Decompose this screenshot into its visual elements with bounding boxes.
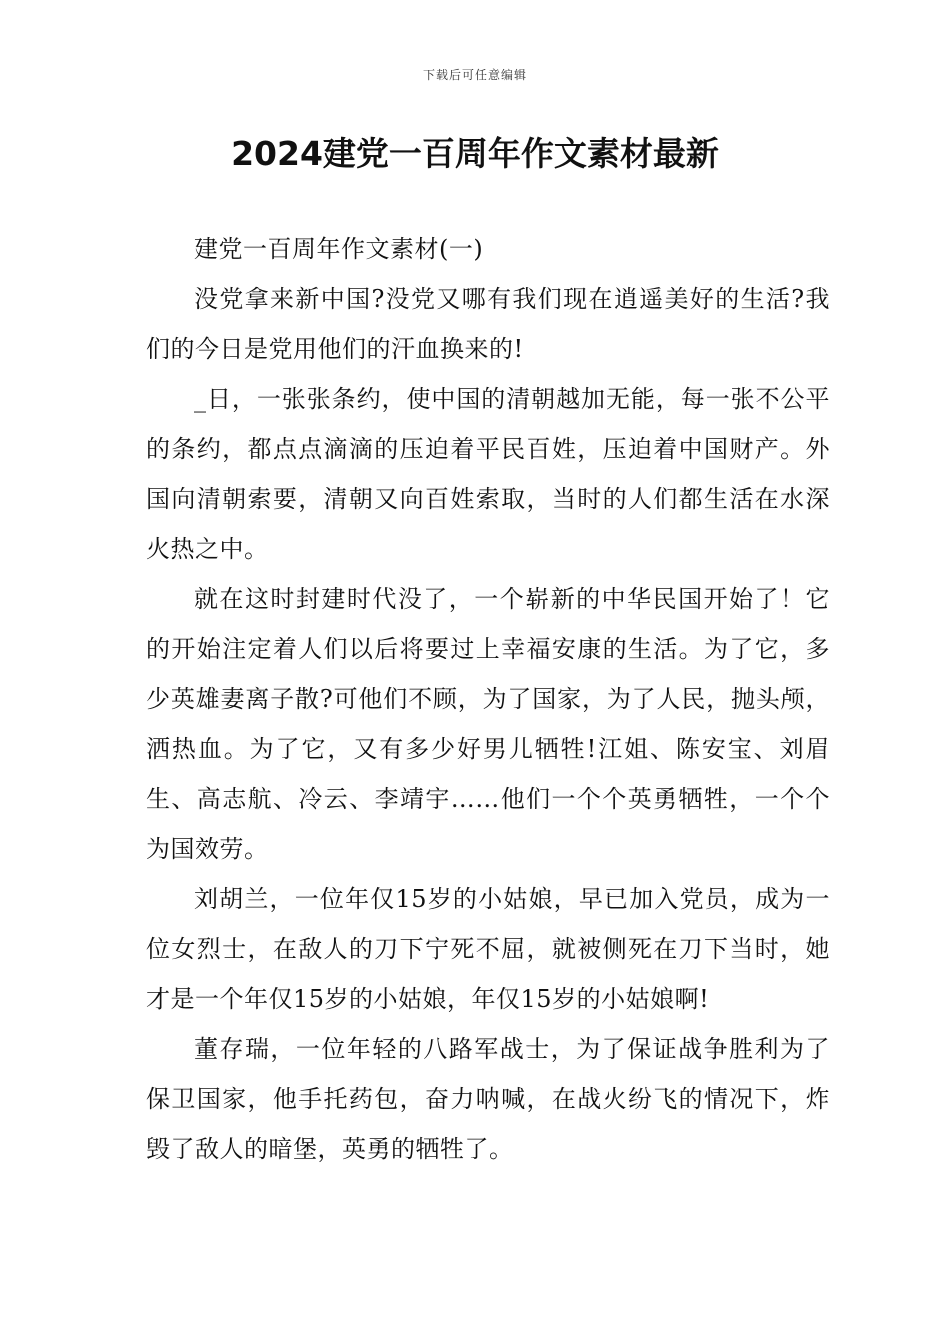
paragraph: 董存瑞，一位年轻的八路军战士，为了保证战争胜利为了保卫国家，他手托药包，奋力呐喊，在战火纷飞的情况下，炸毁了敌人的暗堡，英勇的牺牲了。: [146, 1035, 830, 1163]
paragraph: 刘胡兰，一位年仅15岁的小姑娘，早已加入党员，成为一位女烈士，在敌人的刀下宁死不屈，就被侧死在刀下当时，她才是一个年仅15岁的小姑娘，年仅15岁的小姑娘啊!: [146, 885, 830, 1013]
document-title: 2024建党一百周年作文素材最新: [231, 134, 719, 173]
document-body: [146, 224, 830, 1174]
paragraph: 没党拿来新中国?没党又哪有我们现在逍遥美好的生活?我们的今日是党用他们的汗血换来的!: [146, 285, 830, 363]
paragraph: _日，一张张条约，使中国的清朝越加无能，每一张不公平的条约，都点点滴滴的压迫着平民百姓，压迫着中国财产。外国向清朝索要，清朝又向百姓索取，当时的人们都生活在水深火热之中。: [146, 385, 830, 563]
section-heading: 建党一百周年作文素材(一): [194, 235, 484, 263]
paragraph: 就在这时封建时代没了，一个崭新的中华民国开始了！它的开始注定着人们以后将要过上幸福安康的生活。为了它，多少英雄妻离子散?可他们不顾，为了国家，为了人民，抛头颅，洒热血。为了它，又有多少好男儿牺牲!江姐、陈安宝、刘眉生、高志航、冷云、李靖宇……他们一个个英勇牺牲，一个个为国效劳。: [146, 585, 830, 863]
page-header-note: 下载后可任意编辑: [422, 68, 527, 82]
